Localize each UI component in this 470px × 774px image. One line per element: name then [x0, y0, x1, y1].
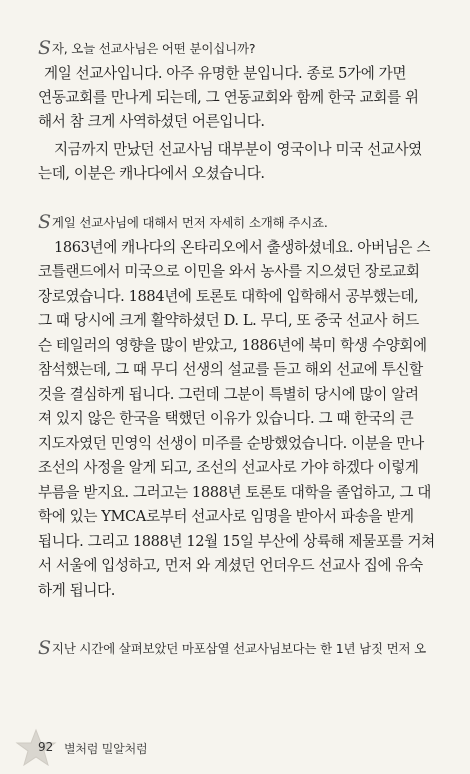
answer-2-line-5: 슨 테일러의 영향을 많이 받았고, 1886년에 북미 학생 수양회에 [38, 337, 427, 354]
question-marker-icon: S [38, 637, 51, 659]
answer-2-line-11: 부름을 받지요. 그러고는 1888년 토론토 대학을 졸업하고, 그 대 [38, 484, 431, 501]
answer-2-line-1: 1863년에 캐나다의 온타리오에서 출생하셨네요. 아버님은 스 [54, 239, 431, 256]
answer-2-line-15: 하게 됩니다. [38, 582, 115, 599]
answer-1-line-5: 는데, 이분은 캐나다에서 오셨습니다. [38, 165, 265, 182]
answer-1-line-3: 해서 참 크게 사역하셨던 어른입니다. [38, 113, 265, 130]
page-number: 92 [38, 740, 54, 754]
question-2-text: 게일 선교사님에 대해서 먼저 자세히 소개해 주시죠. [51, 215, 328, 230]
question-2 [38, 210, 438, 232]
answer-2-line-6: 참석했는데, 그 때 무디 선생의 설교를 듣고 해외 선교에 투신할 [38, 361, 423, 378]
answer-1-line-1: 게일 선교사입니다. 아주 유명한 분입니다. 종로 5가에 가면 [44, 65, 407, 82]
answer-2-line-3: 장로였습니다. 1884년에 토론토 대학에 입학해서 공부했는데, [38, 288, 419, 305]
answer-1-line-4: 지금까지 만났던 선교사님 대부분이 영국이나 미국 선교사였 [54, 141, 422, 158]
question-marker-icon: S [38, 211, 51, 233]
question-3-text: 지난 시간에 살펴보았던 마포삼열 선교사님보다는 한 1년 남짓 먼저 오 [51, 641, 427, 656]
question-1-text: 자, 오늘 선교사님은 어떤 분이십니까? [51, 41, 256, 56]
answer-1-line-2: 연동교회를 만나게 되는데, 그 연동교회와 함께 한국 교회를 위 [38, 89, 419, 106]
answer-2-line-10: 조선의 사정을 알게 되고, 조선의 선교사로 가야 하겠다 이렇게 [38, 459, 419, 476]
answer-2-line-9: 지도자였던 민영익 선생이 미주를 순방했었습니다. 이분을 만나 [38, 435, 424, 452]
question-marker-icon: S [38, 37, 51, 59]
book-title: 별처럼 밀알처럼 [64, 742, 148, 756]
answer-2-line-13: 됩니다. 그리고 1888년 12월 15일 부산에 상륙해 제물포를 거쳐 [38, 533, 435, 550]
question-1 [38, 36, 438, 58]
answer-2-line-2: 코틀랜드에서 미국으로 이민을 와서 농사를 지으셨던 장로교회 [38, 263, 420, 280]
page-footer [14, 728, 234, 768]
answer-2-line-4: 그 때 당시에 크게 활약하셨던 D. L. 무디, 또 중국 선교사 허드 [38, 312, 419, 329]
answer-2-line-12: 학에 있는 YMCA로부터 선교사로 임명을 받아서 파송을 받게 [38, 508, 414, 525]
answer-2-line-14: 서 서울에 입성하고, 먼저 와 계셨던 언더우드 선교사 집에 유숙 [38, 557, 423, 574]
answer-2-line-7: 것을 결심하게 됩니다. 그런데 그분이 특별히 당시에 많이 알려 [38, 386, 419, 403]
answer-2-line-8: 져 있지 않은 한국을 택했던 이유가 있습니다. 그 때 한국의 큰 [38, 410, 414, 427]
question-3 [38, 636, 438, 658]
